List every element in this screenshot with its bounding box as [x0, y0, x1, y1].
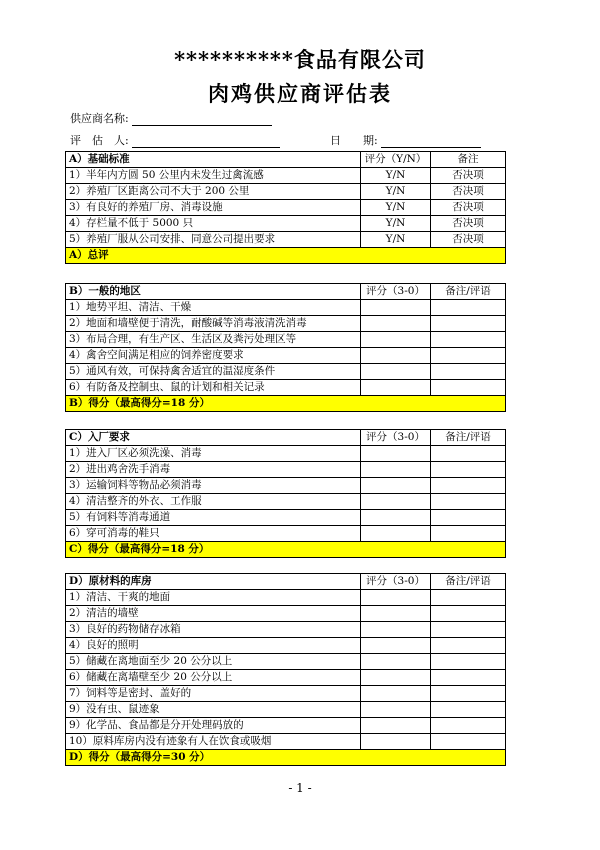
criterion: 4）禽舍空间满足相应的饲养密度要求 — [66, 348, 361, 364]
criterion: 6）穿可消毒的鞋只 — [66, 526, 361, 542]
score-header: 评分（3-0） — [361, 284, 431, 300]
table-row — [66, 494, 506, 510]
section-a-table — [65, 151, 506, 264]
summary-label[interactable]: D）得分（最高得分=30 分） — [66, 750, 506, 766]
criterion: 9）没有虫、鼠迹象 — [66, 702, 361, 718]
remark-cell[interactable] — [431, 702, 506, 718]
page-number: - 1 - — [288, 781, 312, 795]
score-cell[interactable] — [361, 718, 431, 734]
remark-cell[interactable] — [431, 332, 506, 348]
remark-cell[interactable] — [431, 380, 506, 396]
score-cell[interactable] — [361, 590, 431, 606]
table-row — [66, 446, 506, 462]
remark-cell[interactable] — [431, 638, 506, 654]
table-row — [66, 348, 506, 364]
remark-cell[interactable]: 否决项 — [431, 168, 506, 184]
table-row — [66, 168, 506, 184]
table-row — [66, 200, 506, 216]
score-cell[interactable] — [361, 622, 431, 638]
criterion: 3）运输饲料等物品必须消毒 — [66, 478, 361, 494]
score-cell[interactable] — [361, 654, 431, 670]
remark-cell[interactable]: 否决项 — [431, 184, 506, 200]
evaluator-field — [70, 132, 280, 148]
table-row — [66, 232, 506, 248]
score-header: 评分（Y/N） — [361, 152, 431, 168]
table-row — [66, 702, 506, 718]
score-cell[interactable] — [361, 702, 431, 718]
score-cell[interactable]: Y/N — [361, 168, 431, 184]
section-header — [66, 284, 506, 300]
table-row — [66, 216, 506, 232]
supplier-label: 供应商名称: — [70, 112, 129, 125]
criterion: 3）有良好的养殖厂房、消毒设施 — [66, 200, 361, 216]
score-cell[interactable] — [361, 606, 431, 622]
criterion: 6）有防备及控制虫、鼠的计划和相关记录 — [66, 380, 361, 396]
section-header — [66, 574, 506, 590]
remark-cell[interactable]: 否决项 — [431, 216, 506, 232]
criterion: 1）半年内方圆 50 公里内未发生过禽流感 — [66, 168, 361, 184]
table-row — [66, 606, 506, 622]
score-cell[interactable] — [361, 446, 431, 462]
remark-cell[interactable] — [431, 686, 506, 702]
company-name: **********食品有限公司 — [174, 47, 426, 72]
score-header: 评分（3-0） — [361, 430, 431, 446]
section-title: D）原材料的库房 — [66, 574, 361, 590]
criterion: 4）存栏量不低于 5000 只 — [66, 216, 361, 232]
remark-header: 备注/评语 — [431, 430, 506, 446]
remark-cell[interactable] — [431, 494, 506, 510]
section-header — [66, 152, 506, 168]
criterion: 3）良好的药物储存冰箱 — [66, 622, 361, 638]
criterion: 5）养殖厂服从公司安排、同意公司提出要求 — [66, 232, 361, 248]
remark-header: 备注/评语 — [431, 284, 506, 300]
criterion: 2）养殖厂区距离公司不大于 200 公里 — [66, 184, 361, 200]
criterion: 6）储藏在离墙壁至少 20 公分以上 — [66, 670, 361, 686]
section-b-table — [65, 283, 506, 412]
table-row — [66, 478, 506, 494]
score-cell[interactable] — [361, 478, 431, 494]
remark-cell[interactable] — [431, 316, 506, 332]
table-row — [66, 638, 506, 654]
score-cell[interactable]: Y/N — [361, 232, 431, 248]
table-row — [66, 622, 506, 638]
remark-cell[interactable] — [431, 462, 506, 478]
table-row — [66, 510, 506, 526]
criterion: 2）进出鸡舍洗手消毒 — [66, 462, 361, 478]
table-row — [66, 670, 506, 686]
remark-cell[interactable] — [431, 734, 506, 750]
criterion: 2）清洁的墙壁 — [66, 606, 361, 622]
criterion: 9）化学品、食品都是分开处理码放的 — [66, 718, 361, 734]
remark-cell[interactable]: 否决项 — [431, 232, 506, 248]
criterion: 4）良好的照明 — [66, 638, 361, 654]
supplier-input[interactable] — [132, 113, 272, 126]
score-cell[interactable] — [361, 364, 431, 380]
section-c-table — [65, 429, 506, 558]
criterion: 10）原料库房内没有迹象有人在饮食或吸烟 — [66, 734, 361, 750]
table-row — [66, 380, 506, 396]
remark-cell[interactable] — [431, 478, 506, 494]
table-row — [66, 184, 506, 200]
table-row — [66, 332, 506, 348]
section-title: A）基础标准 — [66, 152, 361, 168]
remark-cell[interactable] — [431, 364, 506, 380]
score-cell[interactable]: Y/N — [361, 200, 431, 216]
criterion: 7）饲料等是密封、盖好的 — [66, 686, 361, 702]
summary-label[interactable]: C）得分（最高得分=18 分） — [66, 542, 506, 558]
table-row — [66, 718, 506, 734]
score-cell[interactable] — [361, 734, 431, 750]
date-input[interactable] — [381, 135, 481, 148]
score-cell[interactable] — [361, 380, 431, 396]
form-title: 肉鸡供应商评估表 — [208, 81, 392, 106]
score-cell[interactable] — [361, 316, 431, 332]
criterion: 2）地面和墙壁便于清洗，耐酸碱等消毒液清洗消毒 — [66, 316, 361, 332]
remark-cell[interactable] — [431, 654, 506, 670]
criterion: 5）通风有效，可保持禽舍适宜的温湿度条件 — [66, 364, 361, 380]
criterion: 5）有饲料等消毒通道 — [66, 510, 361, 526]
table-row — [66, 654, 506, 670]
criterion: 1）清洁、干爽的地面 — [66, 590, 361, 606]
criterion: 1）进入厂区必须洗澡、消毒 — [66, 446, 361, 462]
criterion: 5）储藏在离地面至少 20 公分以上 — [66, 654, 361, 670]
criterion: 4）清洁整齐的外衣、工作服 — [66, 494, 361, 510]
section-header — [66, 430, 506, 446]
table-row — [66, 686, 506, 702]
criterion: 1）地势平坦、清洁、干燥 — [66, 300, 361, 316]
score-cell[interactable] — [361, 670, 431, 686]
score-cell[interactable] — [361, 686, 431, 702]
score-cell[interactable] — [361, 332, 431, 348]
date-field — [330, 132, 481, 148]
table-row — [66, 462, 506, 478]
summary-label[interactable]: A）总评 — [66, 248, 506, 264]
table-row — [66, 316, 506, 332]
score-cell[interactable]: Y/N — [361, 216, 431, 232]
table-row — [66, 590, 506, 606]
section-d-table — [65, 573, 506, 766]
section-title: B）一般的地区 — [66, 284, 361, 300]
score-cell[interactable] — [361, 348, 431, 364]
score-cell[interactable] — [361, 300, 431, 316]
summary-row — [66, 542, 506, 558]
summary-row — [66, 248, 506, 264]
remark-cell[interactable] — [431, 670, 506, 686]
remark-cell[interactable] — [431, 446, 506, 462]
summary-row — [66, 396, 506, 412]
summary-row — [66, 750, 506, 766]
summary-label[interactable]: B）得分（最高得分=18 分） — [66, 396, 506, 412]
remark-cell[interactable] — [431, 510, 506, 526]
remark-cell[interactable] — [431, 718, 506, 734]
remark-cell[interactable] — [431, 348, 506, 364]
evaluator-input[interactable] — [132, 135, 280, 148]
score-cell[interactable] — [361, 526, 431, 542]
remark-cell[interactable] — [431, 590, 506, 606]
score-cell[interactable]: Y/N — [361, 184, 431, 200]
criterion: 3）布局合理，有生产区、生活区及粪污处理区等 — [66, 332, 361, 348]
score-cell[interactable] — [361, 638, 431, 654]
score-header: 评分（3-0） — [361, 574, 431, 590]
remark-cell[interactable] — [431, 526, 506, 542]
table-row — [66, 364, 506, 380]
date-label: 日 期: — [330, 134, 378, 147]
remark-cell[interactable] — [431, 606, 506, 622]
remark-cell[interactable]: 否决项 — [431, 200, 506, 216]
supplier-field — [70, 110, 272, 126]
score-cell[interactable] — [361, 510, 431, 526]
evaluator-label: 评 估 人: — [70, 134, 129, 147]
section-title: C）入厂要求 — [66, 430, 361, 446]
remark-header: 备注/评语 — [431, 574, 506, 590]
score-cell[interactable] — [361, 494, 431, 510]
remark-cell[interactable] — [431, 622, 506, 638]
score-cell[interactable] — [361, 462, 431, 478]
table-row — [66, 734, 506, 750]
remark-cell[interactable] — [431, 300, 506, 316]
table-row — [66, 300, 506, 316]
table-row — [66, 526, 506, 542]
remark-header: 备注 — [431, 152, 506, 168]
